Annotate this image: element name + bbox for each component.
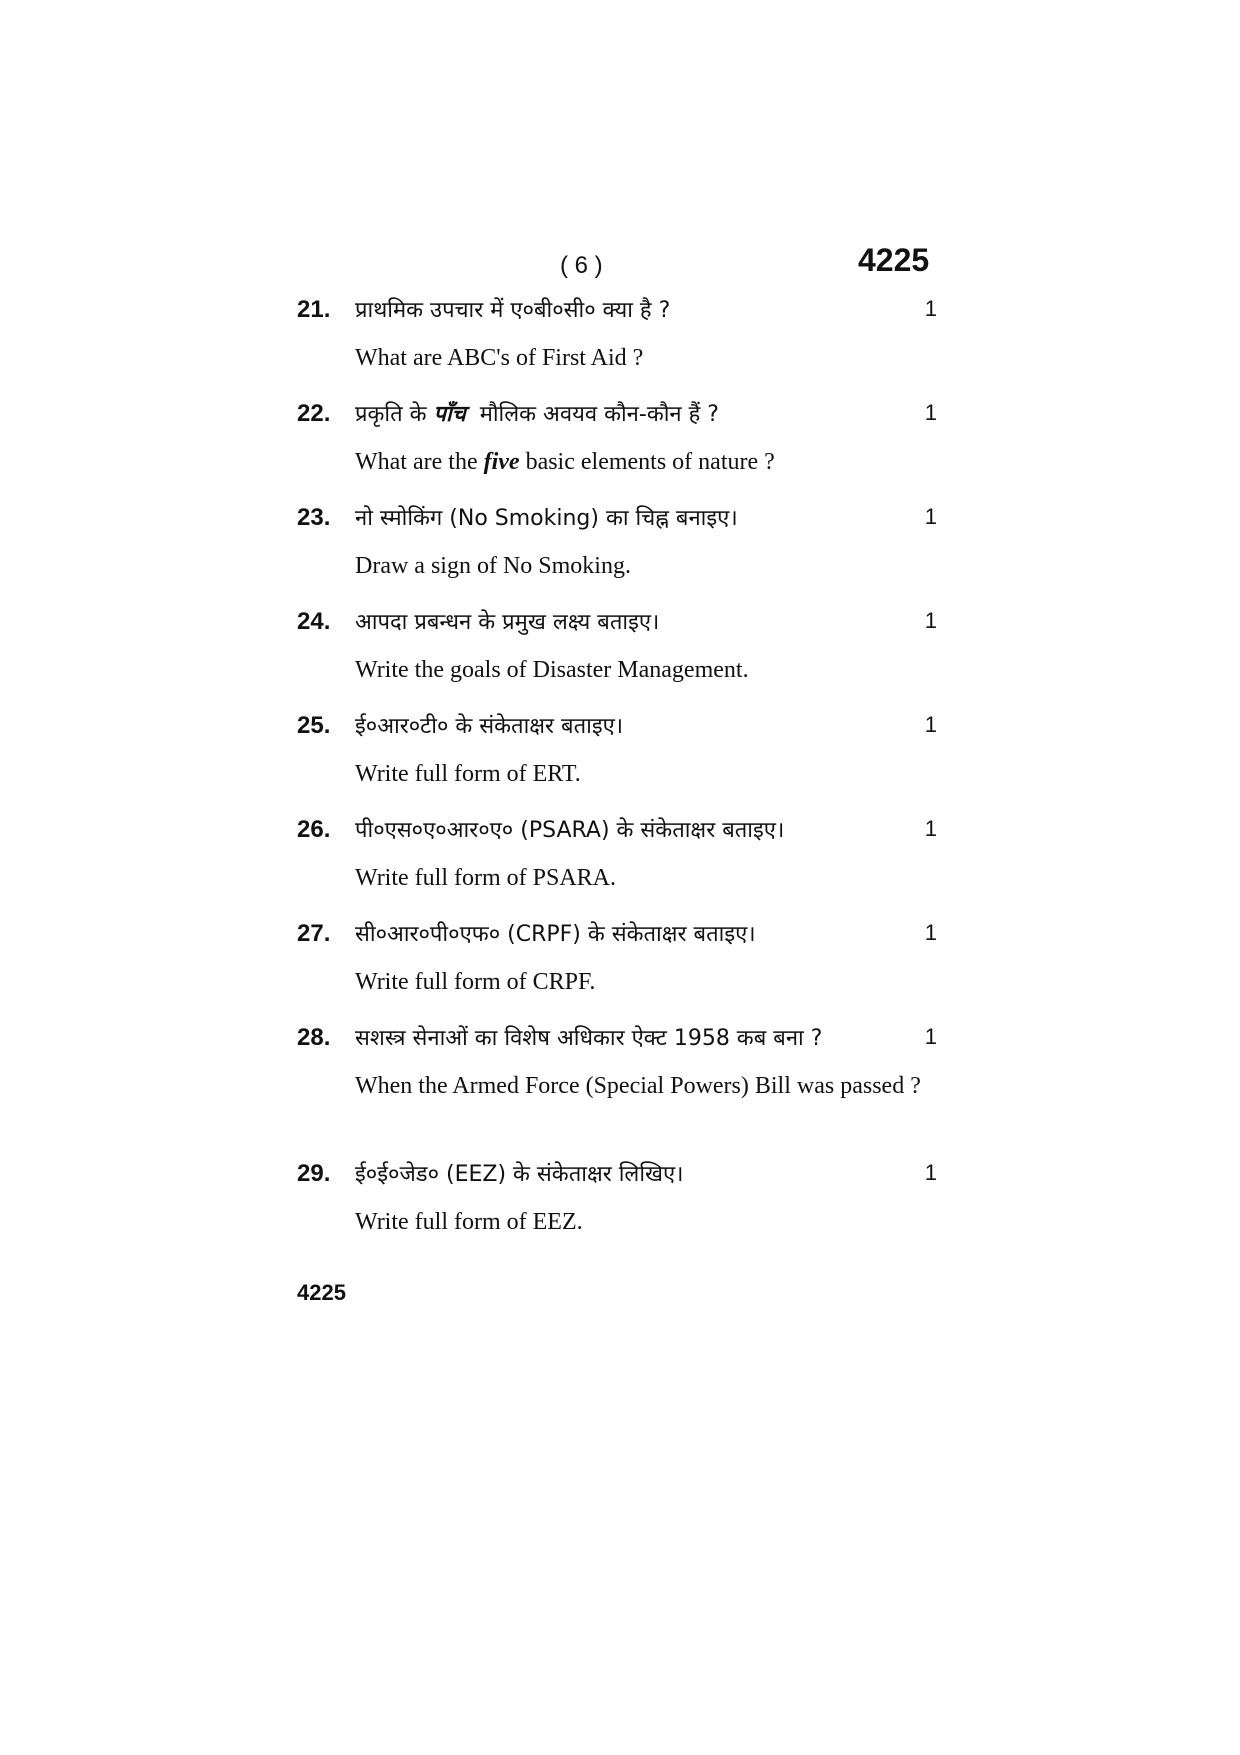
question-text-hindi: पी०एस०ए०आर०ए० (PSARA) के संकेताक्षर बताइए। bbox=[355, 818, 785, 843]
question-marks: 1 bbox=[924, 712, 937, 737]
question-text-english: Draw a sign of No Smoking. bbox=[355, 553, 631, 579]
question-text-english: Write full form of PSARA. bbox=[355, 865, 617, 891]
question-text-hindi: प्राथमिक उपचार में ए०बी०सी० क्या है ? bbox=[355, 298, 671, 323]
hindi-emphasis: पाँच bbox=[433, 402, 466, 427]
question-number: 28. bbox=[297, 1024, 331, 1051]
question-number: 24. bbox=[297, 608, 331, 635]
question-marks: 1 bbox=[924, 816, 937, 841]
question-text-hindi: ई०ई०जेड० (EEZ) के संकेताक्षर लिखिए। bbox=[355, 1162, 684, 1187]
question-text-english bbox=[355, 446, 937, 478]
english-text-part: basic elements of nature ? bbox=[519, 449, 775, 475]
question-marks: 1 bbox=[924, 504, 937, 529]
question-number: 29. bbox=[297, 1160, 331, 1187]
question-number: 23. bbox=[297, 504, 331, 531]
question-marks: 1 bbox=[924, 920, 937, 945]
question-text-english: When the Armed Force (Special Powers) Bill was passed ? bbox=[355, 1073, 921, 1099]
hindi-text-part: मौलिक अवयव कौन-कौन हैं ? bbox=[465, 402, 719, 427]
question-number: 25. bbox=[297, 712, 331, 739]
english-emphasis: five bbox=[483, 449, 520, 475]
paper-code-footer: 4225 bbox=[297, 1280, 346, 1305]
question-text-hindi: सशस्त्र सेनाओं का विशेष अधिकार ऐक्ट 1958 कब बना ? bbox=[355, 1026, 823, 1051]
question-number: 22. bbox=[297, 400, 331, 427]
question-text-english: Write full form of ERT. bbox=[355, 761, 581, 787]
question-marks: 1 bbox=[924, 296, 937, 321]
question-text-hindi: नो स्मोकिंग (No Smoking) का चिह्न बनाइए। bbox=[355, 506, 738, 531]
question-number: 26. bbox=[297, 816, 331, 843]
english-text-part: What are the bbox=[355, 449, 484, 475]
question-marks: 1 bbox=[924, 1024, 937, 1049]
page-number: ( 6 ) bbox=[560, 252, 603, 279]
question-number: 21. bbox=[297, 296, 331, 323]
paper-code-header: 4225 bbox=[858, 242, 930, 278]
question-number: 27. bbox=[297, 920, 331, 947]
question-marks: 1 bbox=[924, 400, 937, 425]
question-text-hindi bbox=[355, 398, 875, 428]
question-text-hindi: सी०आर०पी०एफ० (CRPF) के संकेताक्षर बताइए। bbox=[355, 922, 756, 947]
question-text-hindi: ई०आर०टी० के संकेताक्षर बताइए। bbox=[355, 714, 624, 739]
question-marks: 1 bbox=[924, 608, 937, 633]
hindi-text-part: प्रकृति के bbox=[355, 402, 434, 427]
question-text-english: What are ABC's of First Aid ? bbox=[355, 345, 644, 371]
question-text-english: Write the goals of Disaster Management. bbox=[355, 657, 749, 683]
question-text-hindi: आपदा प्रबन्धन के प्रमुख लक्ष्य बताइए। bbox=[355, 610, 660, 635]
question-text-english: Write full form of EEZ. bbox=[355, 1209, 583, 1235]
question-text-english: Write full form of CRPF. bbox=[355, 969, 596, 995]
question-marks: 1 bbox=[924, 1160, 937, 1185]
